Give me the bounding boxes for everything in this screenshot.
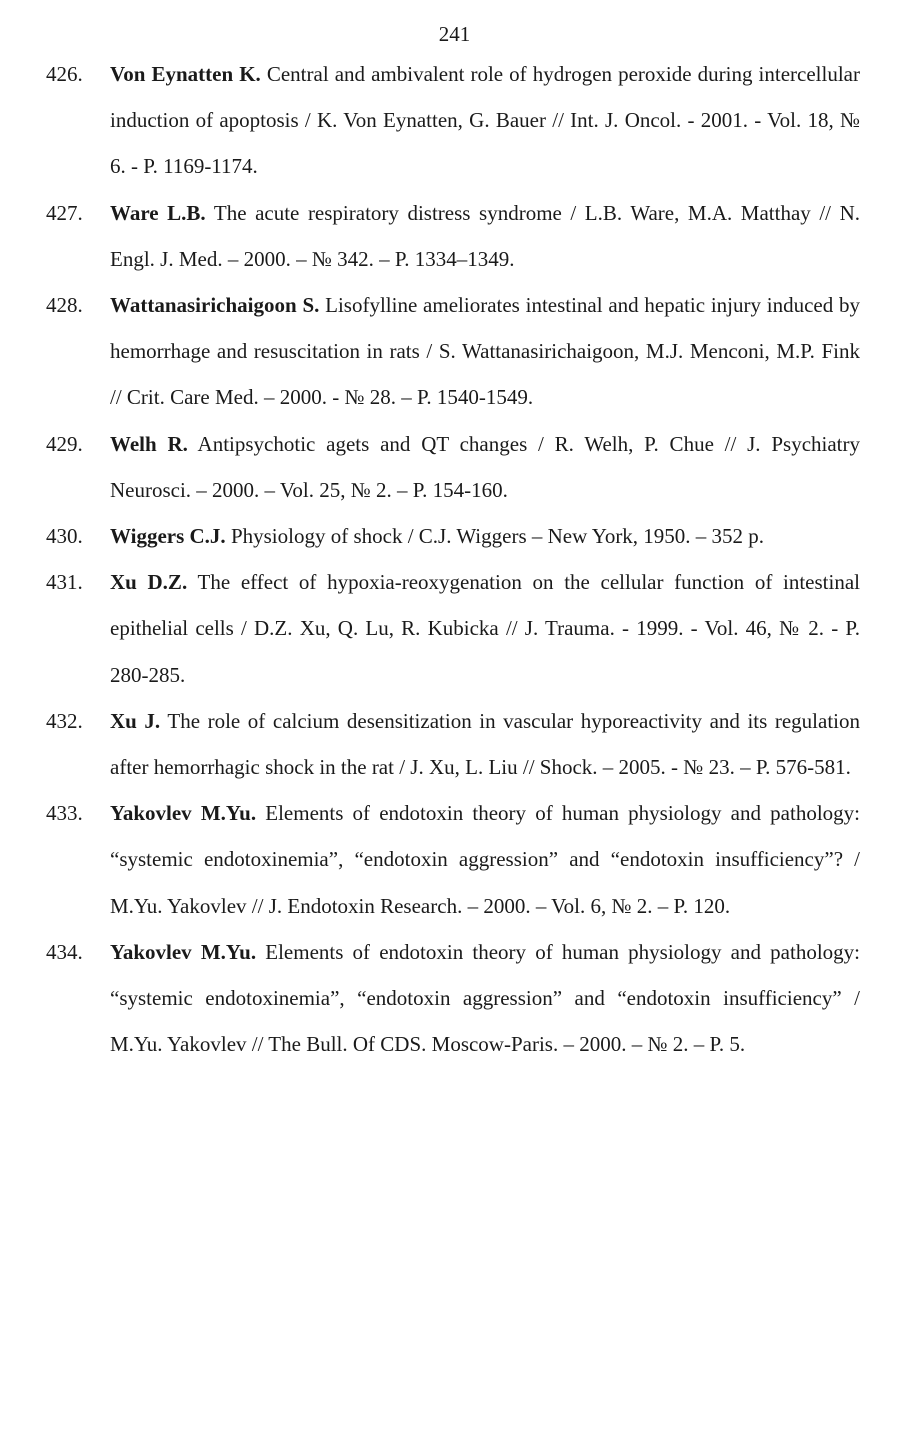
reference-number: 434. — [46, 939, 83, 964]
reference-text: Elements of endotoxin theory of human physiology and pathology: “systemic endotoxinemia”, “endotoxin aggression” and “endotoxin insufficiency”? / M.Yu. Yakovlev // J. Endotoxin Research. – 2000. – Vol. 6, № 2. – P. 120. — [110, 801, 860, 918]
reference-text: The acute respiratory distress syndrome / L.B. Ware, M.A. Matthay // N. Engl. J. Med. – 2000. – № 342. – P. 1334–1349. — [110, 200, 860, 271]
page-number: 241 — [438, 22, 471, 46]
reference-entry-428 — [46, 282, 860, 421]
reference-author: Ware L.B. — [110, 200, 206, 225]
reference-author: Von Eynatten K. — [110, 62, 261, 86]
reference-text: Lisofylline ameliorates intestinal and hepatic injury induced by hemorrhage and resuscitation in rats / S. Wattanasirichaigoon, M.J. Menconi, M.P. Fink // Crit. Care Med. – 2000. - № 28. – P. 1540-1549. — [110, 293, 860, 410]
reference-number: 431. — [46, 570, 83, 595]
reference-author: Wattanasirichaigoon S. — [110, 293, 320, 318]
reference-entry-431 — [46, 559, 860, 698]
reference-text: Elements of endotoxin theory of human physiology and pathology: “systemic endotoxinemia”, “endotoxin aggression” and “endotoxin insufficiency” / M.Yu. Yakovlev // The Bull. Of CDS. Moscow-Paris. – 2000. – № 2. – P. 5. — [110, 939, 860, 1057]
reference-number: 426. — [46, 62, 83, 86]
reference-text: Central and ambivalent role of hydrogen peroxide during intercellular induction of apoptosis / K. Von Eynatten, G. Bauer // Int. J. Oncol. - 2001. - Vol. 18, № 6. - P. 1169-1174. — [110, 62, 860, 179]
reference-number: 432. — [46, 708, 83, 733]
reference-author: Xu D.Z. — [110, 570, 188, 595]
reference-entry-430 — [46, 513, 860, 559]
reference-list — [46, 51, 860, 1067]
reference-number: 429. — [46, 431, 83, 456]
reference-text: Physiology of shock / C.J. Wiggers – New York, 1950. – 352 p. — [230, 524, 765, 549]
reference-author: Xu J. — [110, 708, 161, 733]
reference-author: Yakovlev M.Yu. — [110, 801, 257, 826]
reference-entry-432 — [46, 698, 860, 790]
reference-text: The role of calcium desensitization in vascular hyporeactivity and its regulation after hemorrhagic shock in the rat / J. Xu, L. Liu // Shock. – 2005. - № 23. – P. 576-581. — [110, 708, 860, 780]
reference-entry-433 — [46, 790, 860, 929]
reference-entry-429 — [46, 421, 860, 513]
reference-entry-427 — [46, 190, 860, 282]
reference-author: Wiggers C.J. — [110, 524, 226, 549]
reference-entry-426 — [46, 51, 860, 190]
reference-text: Antipsychotic agets and QT changes / R. Welh, P. Chue // J. Psychiatry Neurosci. – 2000. – Vol. 25, № 2. – P. 154-160. — [110, 431, 861, 502]
reference-text: The effect of hypoxia-reoxygenation on the cellular function of intestinal epithelial cells / D.Z. Xu, Q. Lu, R. Kubicka // J. Trauma. - 1999. - Vol. 46, № 2. - P. 280-285. — [110, 570, 860, 687]
reference-entry-434 — [46, 929, 860, 1068]
reference-number: 433. — [46, 801, 83, 826]
reference-number: 430. — [46, 524, 83, 549]
reference-number: 428. — [46, 293, 83, 318]
reference-author: Yakovlev M.Yu. — [110, 939, 257, 964]
reference-author: Welh R. — [110, 431, 188, 456]
reference-number: 427. — [46, 200, 83, 225]
